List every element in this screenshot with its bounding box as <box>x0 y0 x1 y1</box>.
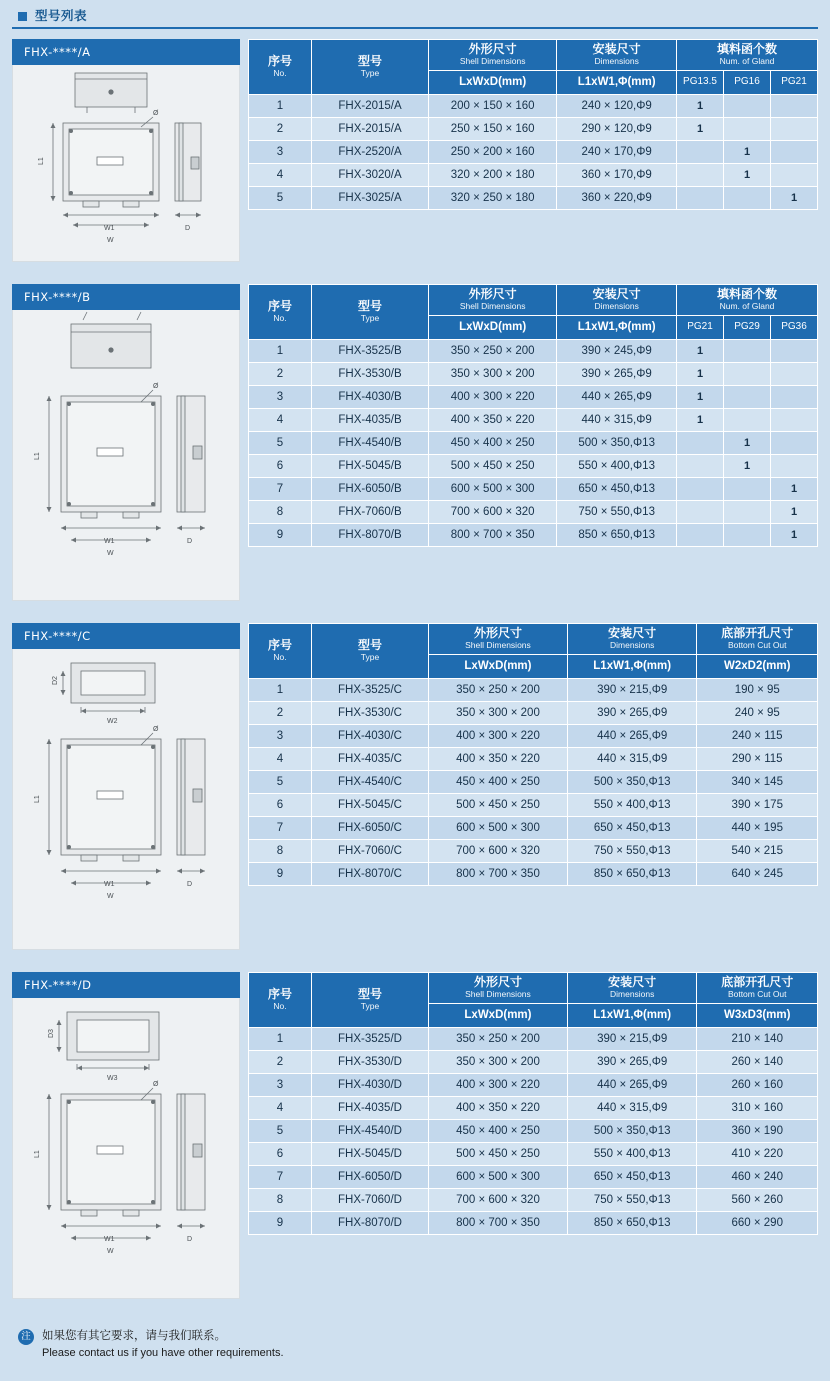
table-row: 4 FHX-4035/C 400 × 350 × 220 440 × 315,Φ9 290 × 115 <box>249 747 818 770</box>
th-shell-sub: LxWxD(mm) <box>429 654 568 678</box>
footer-note <box>8 1321 822 1363</box>
th-mount: 安装尺寸 Dimensions <box>557 285 677 316</box>
th-pg-1: PG13.5 <box>677 70 724 94</box>
fig-label-D: D <box>187 538 193 545</box>
th-mount: 安装尺寸 Dimensions <box>567 624 697 655</box>
table-a <box>248 39 818 210</box>
page-title <box>8 0 822 27</box>
table-row: 3 FHX-4030/B 400 × 300 × 220 440 × 265,Φ9 1 <box>249 385 818 408</box>
table-row: 5 FHX-4540/D 450 × 400 × 250 500 × 350,Φ13 360 × 190 <box>249 1119 818 1142</box>
fig-label-W1: W1 <box>104 538 115 545</box>
th-mount-sub: L1xW1,Φ(mm) <box>557 315 677 339</box>
table-row: 1 FHX-2015/A 200 × 150 × 160 240 × 120,Φ9 1 <box>249 94 818 117</box>
table-row: 4 FHX-3020/A 320 × 200 × 180 360 × 170,Φ9 1 <box>249 163 818 186</box>
section-b <box>8 284 822 601</box>
fig-label-phi: Ø <box>153 1081 159 1088</box>
fig-label-W: W <box>107 237 114 244</box>
fig-label-L1: L1 <box>34 795 41 803</box>
table-row: 8 FHX-7060/B 700 × 600 × 320 750 × 550,Φ13 1 <box>249 500 818 523</box>
th-shell: 外形尺寸 Shell Dimensions <box>429 624 568 655</box>
th-shell-sub: LxWxD(mm) <box>429 70 557 94</box>
th-shell: 外形尺寸 Shell Dimensions <box>429 285 557 316</box>
table-row: 9 FHX-8070/D 800 × 700 × 350 850 × 650,Φ13 660 × 290 <box>249 1211 818 1234</box>
fig-label-phi: Ø <box>153 383 159 390</box>
th-gland: 填料函个数 Num. of Gland <box>677 40 818 71</box>
th-pg-3: PG36 <box>771 315 818 339</box>
th-type: 型号 Type <box>312 285 429 340</box>
th-shell: 外形尺寸 Shell Dimensions <box>429 40 557 71</box>
fig-label-W1: W1 <box>104 1236 115 1243</box>
enclosure-drawing-d <box>12 998 240 1299</box>
th-pg-2: PG29 <box>724 315 771 339</box>
note-badge-icon: 注 <box>18 1329 34 1345</box>
table-row: 5 FHX-4540/B 450 × 400 × 250 500 × 350,Φ13 1 <box>249 431 818 454</box>
fig-label-D: D <box>187 1236 193 1243</box>
table-row: 4 FHX-4035/D 400 × 350 × 220 440 × 315,Φ9 310 × 160 <box>249 1096 818 1119</box>
table-row: 8 FHX-7060/D 700 × 600 × 320 750 × 550,Φ13 560 × 260 <box>249 1188 818 1211</box>
footer-lines <box>42 1327 284 1363</box>
table-c <box>248 623 818 886</box>
table-row: 7 FHX-6050/C 600 × 500 × 300 650 × 450,Φ13 440 × 195 <box>249 816 818 839</box>
fig-label-W1: W1 <box>104 225 115 232</box>
table-row: 7 FHX-6050/D 600 × 500 × 300 650 × 450,Φ13 460 × 240 <box>249 1165 818 1188</box>
th-cutout: 底部开孔尺寸 Bottom Cut Out <box>697 973 818 1004</box>
section-c <box>8 623 822 950</box>
table-row: 9 FHX-8070/C 800 × 700 × 350 850 × 650,Φ13 640 × 245 <box>249 862 818 885</box>
fig-label-D3: D3 <box>48 1029 55 1038</box>
fig-label-W2: W2 <box>107 718 118 725</box>
table-row: 2 FHX-3530/B 350 × 300 × 200 390 × 265,Φ9 1 <box>249 362 818 385</box>
fig-label-phi: Ø <box>153 726 159 733</box>
section-a <box>8 39 822 262</box>
table-row: 1 FHX-3525/D 350 × 250 × 200 390 × 215,Φ9 210 × 140 <box>249 1027 818 1050</box>
fig-label-D: D <box>187 881 193 888</box>
fig-label-L1: L1 <box>34 452 41 460</box>
section-a-table-wrap <box>248 39 818 262</box>
th-shell-sub: LxWxD(mm) <box>429 1003 568 1027</box>
fig-label-W: W <box>107 893 114 900</box>
table-row: 8 FHX-7060/C 700 × 600 × 320 750 × 550,Φ13 540 × 215 <box>249 839 818 862</box>
section-a-figure-column <box>12 39 240 262</box>
table-row: 5 FHX-4540/C 450 × 400 × 250 500 × 350,Φ13 340 × 145 <box>249 770 818 793</box>
table-row: 1 FHX-3525/B 350 × 250 × 200 390 × 245,Φ9 1 <box>249 339 818 362</box>
table-row: 2 FHX-2015/A 250 × 150 × 160 290 × 120,Φ9 1 <box>249 117 818 140</box>
th-mount-sub: L1xW1,Φ(mm) <box>567 654 697 678</box>
fig-label-D: D <box>185 225 191 232</box>
section-a-model-label: FHX-****/A <box>12 39 240 65</box>
th-cutout-sub: W3xD3(mm) <box>697 1003 818 1027</box>
fig-label-D2: D2 <box>52 676 59 685</box>
table-row: 5 FHX-3025/A 320 × 250 × 180 360 × 220,Φ9 1 <box>249 186 818 209</box>
fig-label-W: W <box>107 550 114 557</box>
th-cutout-sub: W2xD2(mm) <box>697 654 818 678</box>
th-cutout: 底部开孔尺寸 Bottom Cut Out <box>697 624 818 655</box>
footer-note-en: Please contact us if you have other requirements. <box>42 1347 284 1360</box>
page-title-text: 型号列表 <box>35 9 88 23</box>
fig-label-W: W <box>107 1248 114 1255</box>
th-mount-sub: L1xW1,Φ(mm) <box>567 1003 697 1027</box>
section-c-table-wrap <box>248 623 818 950</box>
table-row: 3 FHX-4030/D 400 × 300 × 220 440 × 265,Φ9 260 × 160 <box>249 1073 818 1096</box>
title-square-icon <box>18 12 27 21</box>
th-mount: 安装尺寸 Dimensions <box>567 973 697 1004</box>
th-mount: 安装尺寸 Dimensions <box>557 40 677 71</box>
section-b-table-wrap <box>248 284 818 601</box>
th-shell: 外形尺寸 Shell Dimensions <box>429 973 568 1004</box>
section-c-figure-column <box>12 623 240 950</box>
fig-label-phi: Ø <box>153 110 159 117</box>
section-b-model-label: FHX-****/B <box>12 284 240 310</box>
th-type: 型号 Type <box>312 973 429 1028</box>
section-d-table-wrap <box>248 972 818 1299</box>
table-row: 6 FHX-5045/B 500 × 450 × 250 550 × 400,Φ13 1 <box>249 454 818 477</box>
th-no: 序号 No. <box>249 973 312 1028</box>
section-d <box>8 972 822 1299</box>
table-row: 1 FHX-3525/C 350 × 250 × 200 390 × 215,Φ9 190 × 95 <box>249 678 818 701</box>
enclosure-drawing-b <box>12 310 240 601</box>
fig-label-L1: L1 <box>38 157 45 165</box>
section-d-figure-column <box>12 972 240 1299</box>
table-d <box>248 972 818 1235</box>
title-divider <box>12 27 818 29</box>
table-row: 4 FHX-4035/B 400 × 350 × 220 440 × 315,Φ9 1 <box>249 408 818 431</box>
enclosure-drawing-a <box>12 65 240 262</box>
th-no: 序号 No. <box>249 40 312 95</box>
th-shell-sub: LxWxD(mm) <box>429 315 557 339</box>
table-row: 2 FHX-3530/C 350 × 300 × 200 390 × 265,Φ9 240 × 95 <box>249 701 818 724</box>
table-row: 6 FHX-5045/D 500 × 450 × 250 550 × 400,Φ13 410 × 220 <box>249 1142 818 1165</box>
th-pg-1: PG21 <box>677 315 724 339</box>
table-b <box>248 284 818 547</box>
th-no: 序号 No. <box>249 624 312 679</box>
fig-label-W3: W3 <box>107 1075 118 1082</box>
table-row: 3 FHX-4030/C 400 × 300 × 220 440 × 265,Φ9 240 × 115 <box>249 724 818 747</box>
th-type: 型号 Type <box>312 624 429 679</box>
th-pg-2: PG16 <box>724 70 771 94</box>
table-row: 3 FHX-2520/A 250 × 200 × 160 240 × 170,Φ9 1 <box>249 140 818 163</box>
table-row: 6 FHX-5045/C 500 × 450 × 250 550 × 400,Φ13 390 × 175 <box>249 793 818 816</box>
th-no: 序号 No. <box>249 285 312 340</box>
footer-note-cn: 如果您有其它要求，请与我们联系。 <box>42 1330 226 1342</box>
fig-label-L1: L1 <box>34 1150 41 1158</box>
fig-label-W1: W1 <box>104 881 115 888</box>
th-mount-sub: L1xW1,Φ(mm) <box>557 70 677 94</box>
table-row: 2 FHX-3530/D 350 × 300 × 200 390 × 265,Φ9 260 × 140 <box>249 1050 818 1073</box>
table-row: 7 FHX-6050/B 600 × 500 × 300 650 × 450,Φ13 1 <box>249 477 818 500</box>
section-d-model-label: FHX-****/D <box>12 972 240 998</box>
th-pg-3: PG21 <box>771 70 818 94</box>
table-row: 9 FHX-8070/B 800 × 700 × 350 850 × 650,Φ13 1 <box>249 523 818 546</box>
section-b-figure-column <box>12 284 240 601</box>
th-gland: 填料函个数 Num. of Gland <box>677 285 818 316</box>
enclosure-drawing-c <box>12 649 240 950</box>
th-type: 型号 Type <box>312 40 429 95</box>
section-c-model-label: FHX-****/C <box>12 623 240 649</box>
